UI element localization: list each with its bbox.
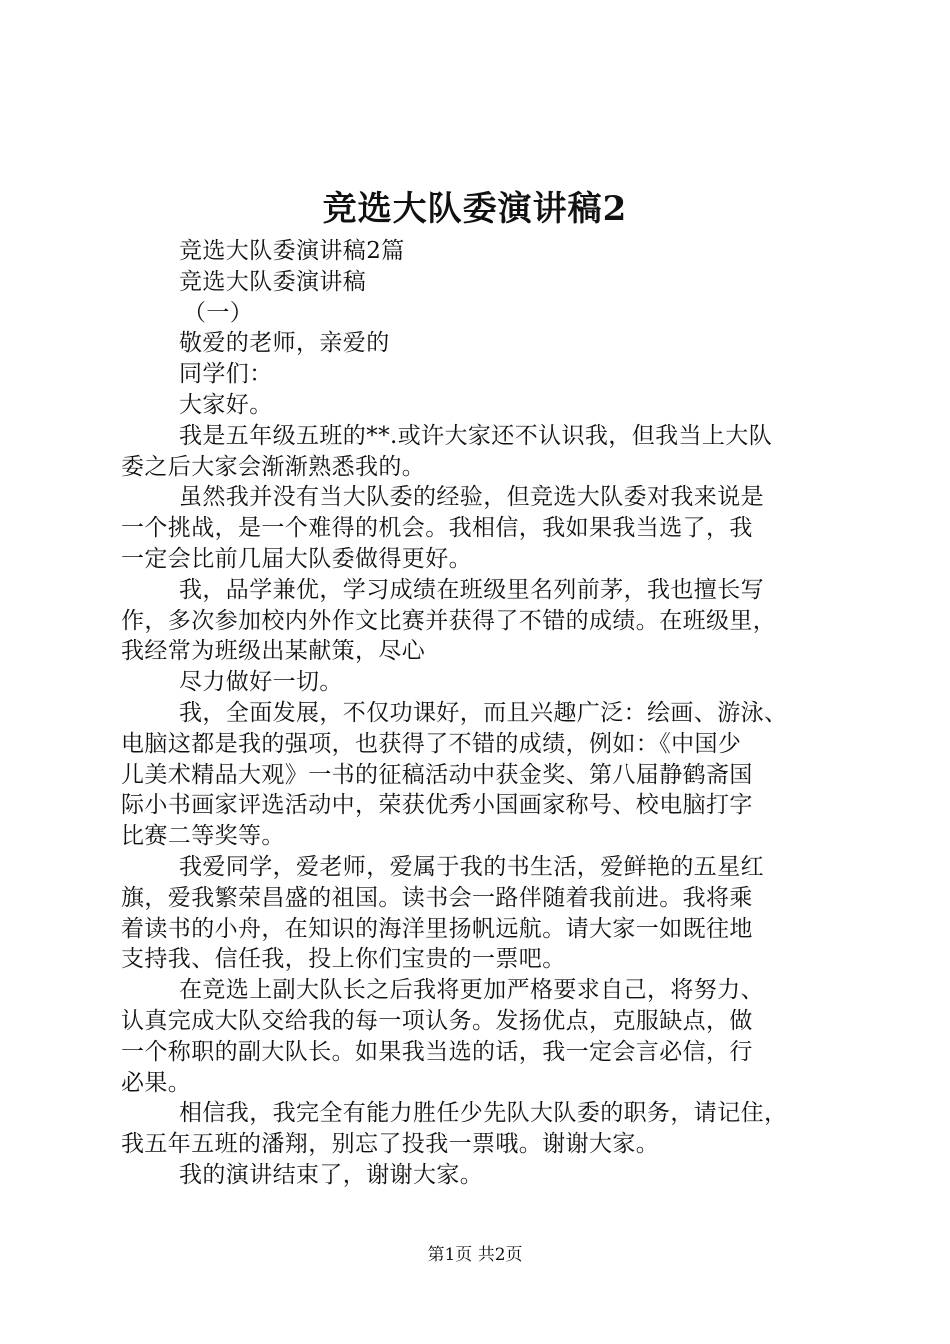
paragraph-line: 必果。 — [121, 1069, 192, 1096]
paragraph-line: 一定会比前几届大队委做得更好。 — [121, 545, 472, 572]
paragraph-line: 一个挑战，是一个难得的机会。我相信，我如果我当选了，我 — [121, 515, 753, 542]
paragraph-line: 我，品学兼优，学习成绩在班级里名列前茅，我也擅长写 — [179, 576, 764, 603]
paragraph-line: 着读书的小舟，在知识的海洋里扬帆远航。请大家一如既往地 — [121, 915, 753, 942]
closing-line: 我的演讲结束了，谢谢大家。 — [179, 1161, 484, 1188]
document-body — [121, 236, 833, 1191]
paragraph-line: 一个称职的副大队长。如果我当选的话，我一定会言必信，行 — [121, 1038, 753, 1065]
paragraph-line: 相信我，我完全有能力胜任少先队大队委的职务，请记住， — [179, 1100, 788, 1127]
paragraph-line: 认真完成大队交给我的每一项认务。发扬优点，克服缺点，做 — [121, 1007, 753, 1034]
paragraph-line: 尽力做好一切。 — [179, 669, 343, 696]
paragraph-line: 际小书画家评选活动中，荣获优秀小国画家称号、校电脑打字 — [121, 792, 753, 819]
paragraph-line: 我五年五班的潘翔，别忘了投我一票哦。谢谢大家。 — [121, 1131, 660, 1158]
paragraph-line: 委之后大家会渐渐熟悉我的。 — [121, 453, 426, 480]
greeting-line: 同学们： — [179, 361, 273, 388]
paragraph-line: 我经常为班级出某献策，尽心 — [121, 638, 426, 665]
paragraph-line: 作，多次参加校内外作文比赛并获得了不错的成绩。在班级里， — [121, 607, 777, 634]
paragraph-line: 比赛二等奖等。 — [121, 823, 285, 850]
paragraph-line: 在竞选上副大队长之后我将更加严格要求自己，将努力、 — [179, 977, 764, 1004]
paragraph-line: 我是五年级五班的**.或许大家还不认识我，但我当上大队 — [179, 422, 773, 449]
paragraph-line: 儿美术精品大观》一书的征稿活动中获金奖、第八届静鹤斋国 — [121, 761, 753, 788]
paragraph-line: 支持我、信任我，投上你们宝贵的一票吧。 — [121, 946, 566, 973]
page-footer: 第1页 共2页 — [427, 1245, 523, 1265]
paragraph-line: 虽然我并没有当大队委的经验，但竞选大队委对我来说是 — [179, 484, 764, 511]
paragraph-line: 电脑这都是我的强项，也获得了不错的成绩，例如：《中国少 — [121, 730, 742, 757]
paragraph-line: 旗，爱我繁荣昌盛的祖国。读书会一路伴随着我前进。我将乘 — [121, 884, 753, 911]
paragraph-line: 我爱同学，爱老师，爱属于我的书生活，爱鲜艳的五星红 — [179, 853, 764, 880]
subtitle-line: 竞选大队委演讲稿 — [179, 268, 367, 295]
document-title: 竞选大队委演讲稿2 — [322, 189, 628, 229]
section-number: （一） — [183, 299, 254, 326]
paragraph-line: 我，全面发展，不仅功课好，而且兴趣广泛：绘画、游泳、 — [179, 699, 788, 726]
greeting-line: 大家好。 — [179, 391, 273, 418]
greeting-line: 敬爱的老师，亲爱的 — [179, 330, 390, 357]
subtitle-line: 竞选大队委演讲稿2篇 — [179, 238, 405, 264]
